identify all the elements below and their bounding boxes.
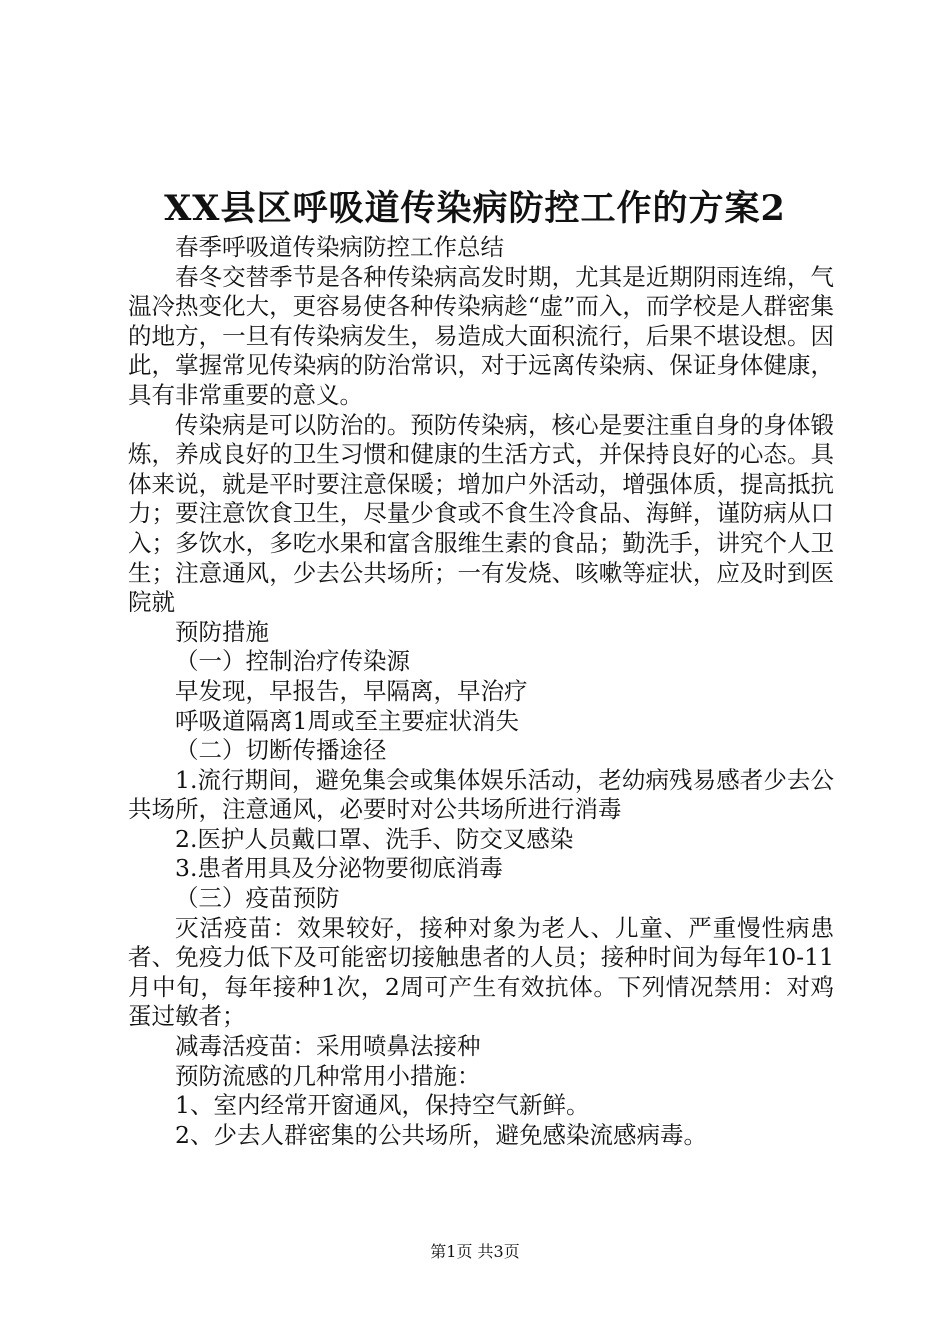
paragraph-live-vaccine: 减毒活疫苗：采用喷鼻法接种 bbox=[175, 1032, 481, 1061]
paragraph-flu-measures-heading: 预防流感的几种常用小措施： bbox=[175, 1061, 481, 1090]
document-title: XX县区呼吸道传染病防控工作的方案2 bbox=[164, 188, 786, 229]
paragraph-subtitle: 春季呼吸道传染病防控工作总结 bbox=[175, 233, 504, 261]
subsection-heading-2: （二）切断传播途径 bbox=[175, 736, 387, 765]
page-footer: 第1页 共3页 bbox=[430, 1242, 520, 1261]
paragraph-early-detection: 早发现，早报告，早隔离，早治疗 bbox=[175, 676, 528, 705]
flu-measure-2: 2、少去人群密集的公共场所，避免感染流感病毒。 bbox=[175, 1120, 707, 1149]
section-heading-measures: 预防措施 bbox=[175, 617, 269, 646]
subsection-heading-1: （一）控制治疗传染源 bbox=[175, 647, 410, 676]
document-body bbox=[128, 233, 834, 1150]
paragraph-inactivated-vaccine: 灭活疫苗：效果较好，接种对象为老人、儿童、严重慢性病患者、免疫力低下及可能密切接触患者的人员；接种时间为每年10-11月中旬，每年接种1次，2周可产生有效抗体。下列情况禁用：对鸡蛋过敏者； bbox=[128, 913, 834, 1031]
paragraph-isolation: 呼吸道隔离1周或至主要症状消失 bbox=[175, 706, 519, 735]
subsection-heading-3: （三）疫苗预防 bbox=[175, 884, 340, 913]
list-item-1: 1.流行期间，避免集会或集体娱乐活动，老幼病残易感者少去公共场所，注意通风，必要时对公共场所进行消毒 bbox=[128, 765, 834, 824]
list-item-3: 3.患者用具及分泌物要彻底消毒 bbox=[175, 854, 503, 883]
list-item-2: 2.医护人员戴口罩、洗手、防交叉感染 bbox=[175, 824, 574, 853]
flu-measure-1: 1、室内经常开窗通风，保持空气新鲜。 bbox=[175, 1091, 590, 1120]
paragraph-intro: 春冬交替季节是各种传染病高发时期，尤其是近期阴雨连绵，气温冷热变化大，更容易使各种传染病趁“虚”而入，而学校是人群密集的地方，一旦有传染病发生，易造成大面积流行，后果不堪设想。因此，掌握常见传染病的防治常识，对于远离传染病、保证身体健康，具有非常重要的意义。 bbox=[128, 262, 834, 409]
paragraph-prevention-overview: 传染病是可以防治的。预防传染病，核心是要注重自身的身体锻炼，养成良好的卫生习惯和健康的生活方式，并保持良好的心态。具体来说，就是平时要注意保暖；增加户外活动，增强体质，提高抵抗力；要注意饮食卫生，尽量少食或不食生冷食品、海鲜，谨防病从口入；多饮水，多吃水果和富含服维生素的食品；勤洗手，讲究个人卫生；注意通风，少去公共场所；一有发烧、咳嗽等症状，应及时到医院就 bbox=[128, 410, 834, 617]
